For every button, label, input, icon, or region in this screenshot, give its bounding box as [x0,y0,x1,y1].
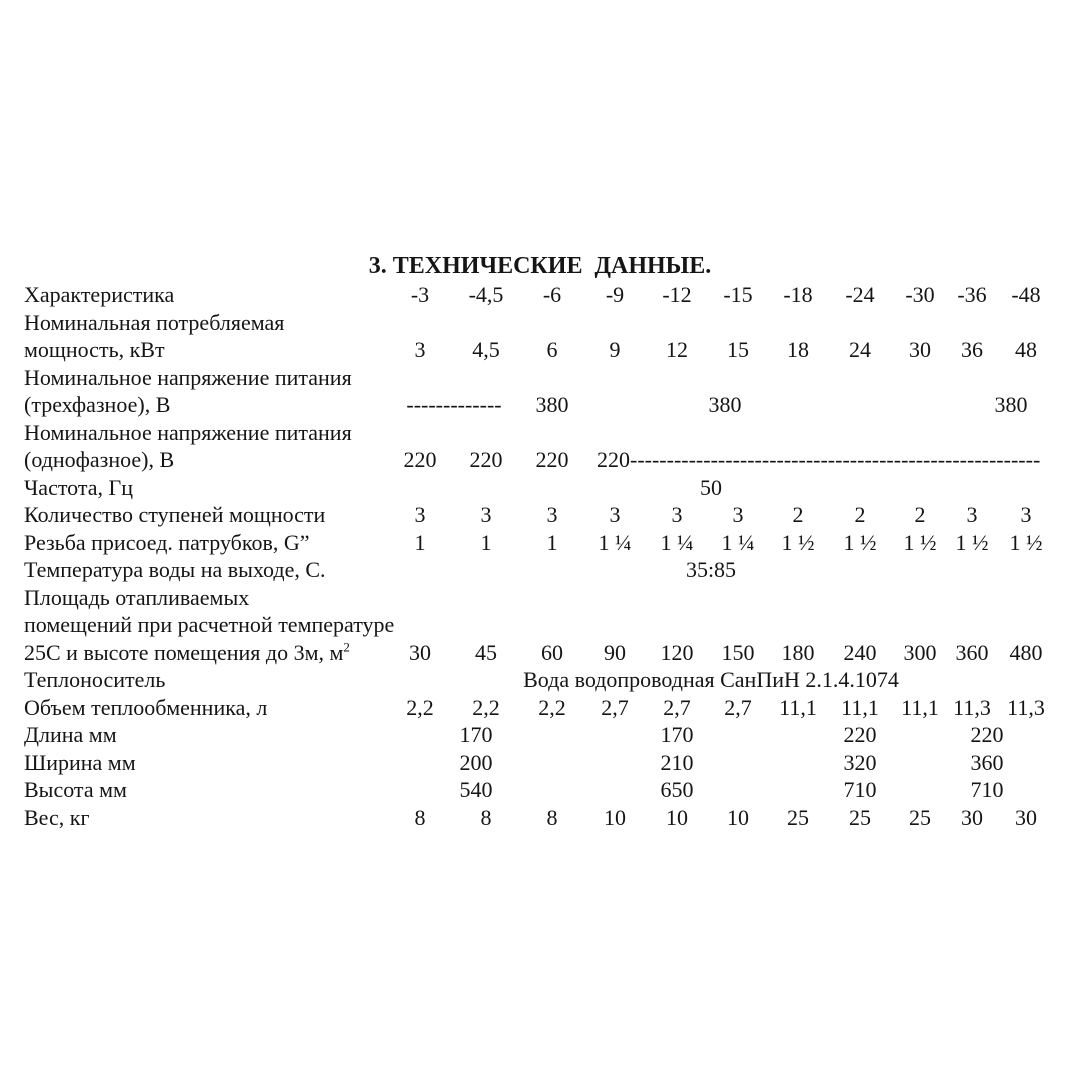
value-cell: 1 ½ [781,529,815,555]
row-label [24,309,388,364]
row-label: Частота, Гц [24,474,134,500]
value-cell-dashes: ------------- [406,392,502,417]
value-cell: 3 [732,502,744,527]
value-cell: 8 [546,804,558,830]
empty-cell [768,749,828,777]
value-cell: 3 [546,502,558,527]
value-cell: 300 [903,639,937,665]
value-cell: 1 ¼ [721,529,755,555]
row-water-temp [24,556,1056,584]
label-line: 25С и высоте помещения до 3м, $м^2$ [24,639,350,665]
value-cell: 30 [961,804,983,830]
value-cell: 170 [459,722,493,747]
value-cell: 2,2 [406,694,434,720]
label-line: Номинальное напряжение питания [24,364,352,390]
col-header: -4,5 [468,282,504,307]
row-power-steps [24,501,1056,529]
row-heated-area [24,584,1056,667]
value-cell: 120 [660,639,694,665]
label-line: Номинальная потребляемая [24,309,285,335]
empty-cell [520,749,584,777]
row-label: Резьба присоед. патрубков, G” [24,529,310,555]
value-cell: 210 [660,749,694,775]
value-cell: 25 [909,804,931,830]
value-cell: 540 [459,777,493,802]
label-line: (однофазное), В [24,447,175,472]
value-cell: 220 [843,722,877,747]
value-cell: 8 [480,804,492,830]
value-cell: 60 [541,639,563,665]
value-cell: 45 [475,639,497,665]
row-label: Объем теплообменника, л [24,694,268,720]
value-cell: 90 [604,639,626,665]
value-cell: 360 [970,749,1004,775]
value-cell: 3 [609,502,621,527]
row-weight [24,804,1056,832]
col-header: -6 [542,282,562,307]
value-cell: 2,7 [601,694,629,720]
col-header: -24 [845,282,875,307]
row-label: Температура воды на выходе, С. [24,557,326,582]
row-height [24,776,1056,804]
row-power [24,309,1056,364]
label-line: помещений при расчетной температуре [24,612,395,637]
value-cell: 200 [459,749,493,775]
value-cell: 2 [914,502,926,527]
value-cell: 710 [970,777,1004,802]
label-line: Площадь отапливаемых [24,584,250,610]
row-label: Теплоноситель [24,667,166,692]
value-cell: 4,5 [472,337,500,362]
row-label: Длина мм [24,722,117,747]
label-line: (трехфазное), В [24,392,171,417]
value-cell: 150 [721,639,755,665]
row-voltage-three-phase [24,364,1056,419]
value-cell: 30 [909,337,931,362]
value-cell: 9 [609,337,621,362]
value-cell: 3 [671,502,683,527]
row-label [24,419,388,474]
value-cell: 25 [787,804,809,830]
value-cell: 35:85 [685,557,737,582]
value-cell: 10 [727,804,749,830]
value-cell: 3 [414,337,426,362]
value-cell: 3 [480,502,492,527]
empty-cell [584,749,646,777]
empty-cell [708,721,768,749]
value-cell: 360 [955,639,989,665]
row-length [24,721,1056,749]
empty-cell [768,721,828,749]
value-cell: 25 [849,804,871,830]
empty-cell [768,776,828,804]
value-cell-dashes [584,419,1056,474]
row-label [24,584,395,667]
spec-table [24,281,1056,831]
row-coolant [24,666,1056,694]
empty-cell [388,749,452,777]
value-cell: 2 [792,502,804,527]
table-header-row [24,281,1056,309]
value-cell: 380 [535,392,569,417]
value-cell: 220 [403,447,437,472]
value-cell: 10 [666,804,688,830]
row-voltage-single-phase [24,419,1056,474]
value-cell: 6 [546,337,558,362]
value-cell: 48 [1015,337,1037,362]
value-cell: 30 [1015,804,1037,830]
value-cell: 1 ½ [903,529,937,555]
col-header: -3 [410,282,430,307]
value-cell: 1 ¼ [598,529,632,555]
value-cell: 1 [546,529,558,555]
value-cell: 2,2 [472,694,500,720]
value-cell: 2,7 [663,694,691,720]
value-cell: 11,1 [779,694,817,720]
value-cell: 36 [961,337,983,362]
value-cell: 1 ¼ [660,529,694,555]
value-cell: 50 [700,474,722,500]
value-cell: 1 ½ [1009,529,1043,555]
value-cell: 3 [414,502,426,527]
page-title: 3. ТЕХНИЧЕСКИЕ ДАННЫЕ. [368,253,712,279]
empty-cell [892,364,948,419]
empty-cell [584,776,646,804]
value-cell: 220 [970,722,1004,747]
value-cell: 2 [854,502,866,527]
value-cell: 18 [787,337,809,362]
label-line: мощность, кВт [24,337,165,362]
value-cell: 1 ½ [955,529,989,555]
value-cell: 15 [727,337,749,362]
empty-cell [708,776,768,804]
col-header: -9 [605,282,625,307]
dash-run: 220-------------------------------------------------------- [597,447,1041,472]
col-header: -18 [783,282,813,307]
row-label: Ширина мм [24,749,136,775]
value-cell: 180 [781,639,815,665]
value-cell: 2,7 [724,694,752,720]
row-label: Количество ступеней мощности [24,502,326,527]
value-cell: 11,1 [841,694,879,720]
value-cell: 710 [843,777,877,802]
empty-cell [892,749,948,777]
col-header: -12 [662,282,692,307]
row-label: Вес, кг [24,804,90,830]
row-label: Высота мм [24,777,127,802]
empty-cell [520,721,584,749]
row-label [24,364,388,419]
row-label: Характеристика [24,282,175,307]
row-width [24,749,1056,777]
empty-cell [388,776,452,804]
value-cell: 1 [414,529,426,555]
col-header: -15 [723,282,753,307]
superscript: 2 [343,639,350,655]
value-cell: 2,2 [538,694,566,720]
empty-cell [892,721,948,749]
value-cell: 380 [708,392,742,417]
value-cell: 320 [843,749,877,775]
value-cell: Вода водопроводная СанПиН 2.1.4.1074 [523,667,899,692]
col-header: -48 [1011,282,1041,307]
value-cell: 220 [535,447,569,472]
value-cell: 12 [666,337,688,362]
col-header: -36 [957,282,987,307]
empty-cell [892,776,948,804]
value-cell: 170 [660,722,694,747]
value-cell: 1 [480,529,492,555]
value-cell: 380 [994,392,1028,417]
value-cell: 11,3 [953,694,991,720]
empty-cell [584,721,646,749]
value-cell: 650 [660,777,694,802]
value-cell: 480 [1009,639,1043,665]
row-frequency [24,474,1056,502]
empty-cell [708,749,768,777]
value-cell: 1 ½ [843,529,877,555]
empty-cell [520,776,584,804]
value-cell: 10 [604,804,626,830]
row-exchanger-volume [24,694,1056,722]
value-cell: 3 [1020,502,1032,527]
value-cell: 240 [843,639,877,665]
empty-cell [388,721,452,749]
row-thread-size [24,529,1056,557]
value-cell: 11,3 [1007,694,1045,720]
value-cell: 11,1 [901,694,939,720]
value-cell: 220 [469,447,503,472]
value-cell: 3 [966,502,978,527]
value-cell: 8 [414,804,426,830]
value-cell: 30 [409,639,431,665]
value-cell: 24 [849,337,871,362]
label-line: Номинальное напряжение питания [24,419,352,445]
col-header: -30 [905,282,935,307]
